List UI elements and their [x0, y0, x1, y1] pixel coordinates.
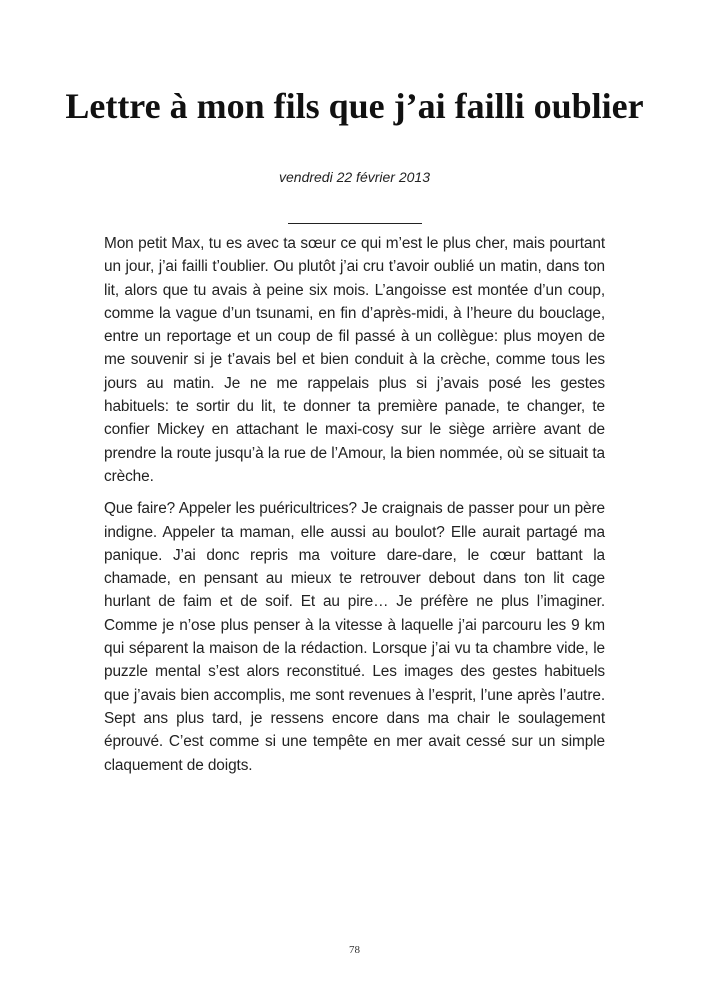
title-separator — [288, 223, 422, 224]
article-date: vendredi 22 février 2013 — [279, 169, 430, 185]
paragraph: Que faire? Appeler les puéricultrices? Je craignais de passer pour un père indigne. Appeler ta maman, elle aussi au boulot? Elle aurait partagé ma panique. J’ai donc repris ma voiture dare-dare, le cœur battant la chamade, en pensant au mieux te retrouver debout dans ton lit cage hurlant de faim et de soif. Et au pire… Je préfère ne plus l’imaginer. Comme je n’ose plus penser à la vitesse à laquelle j’ai parcouru les 9 km qui séparent la maison de la rédaction. Lorsque j’ai vu ta chambre vide, le puzzle mental s’est alors reconstitué. Les images des gestes habituels que j’avais bien accomplis, me sont revenues à l’esprit, l’une après l’autre. Sept ans plus tard, je ressens encore dans ma chair le soulagement éprouvé. C’est comme si une tempête en mer avait cessé sur un simple claquement de doigts. — [104, 500, 605, 774]
article-title: Lettre à mon fils que j’ai failli oublier — [65, 86, 644, 126]
paragraph: Mon petit Max, tu es avec ta sœur ce qui m’est le plus cher, mais pourtant un jour, j’ai failli t’oublier. Ou plutôt j’ai cru t’avoir oublié un matin, dans ton lit, alors que tu avais à peine six mois. L’angoisse est montée d’un coup, comme la vague d’un tsunami, en fin d’après-midi, à l’heure du bouclage, entre un reportage et un coup de fil passé à un collègue: plus moyen de me souvenir si je t’avais bel et bien conduit à la crèche, comme tous les jours au matin. Je ne me rappelais plus si j’avais posé les gestes habituels: te sortir du lit, te donner ta première panade, te changer, te confier Mickey en attachant le maxi-cosy sur le siège arrière avant de prendre la route jusqu’à la rue de l’Amour, la bien nommée, où se situait ta crèche. — [104, 235, 605, 485]
page-number: 78 — [349, 944, 360, 956]
article-body — [104, 232, 605, 786]
